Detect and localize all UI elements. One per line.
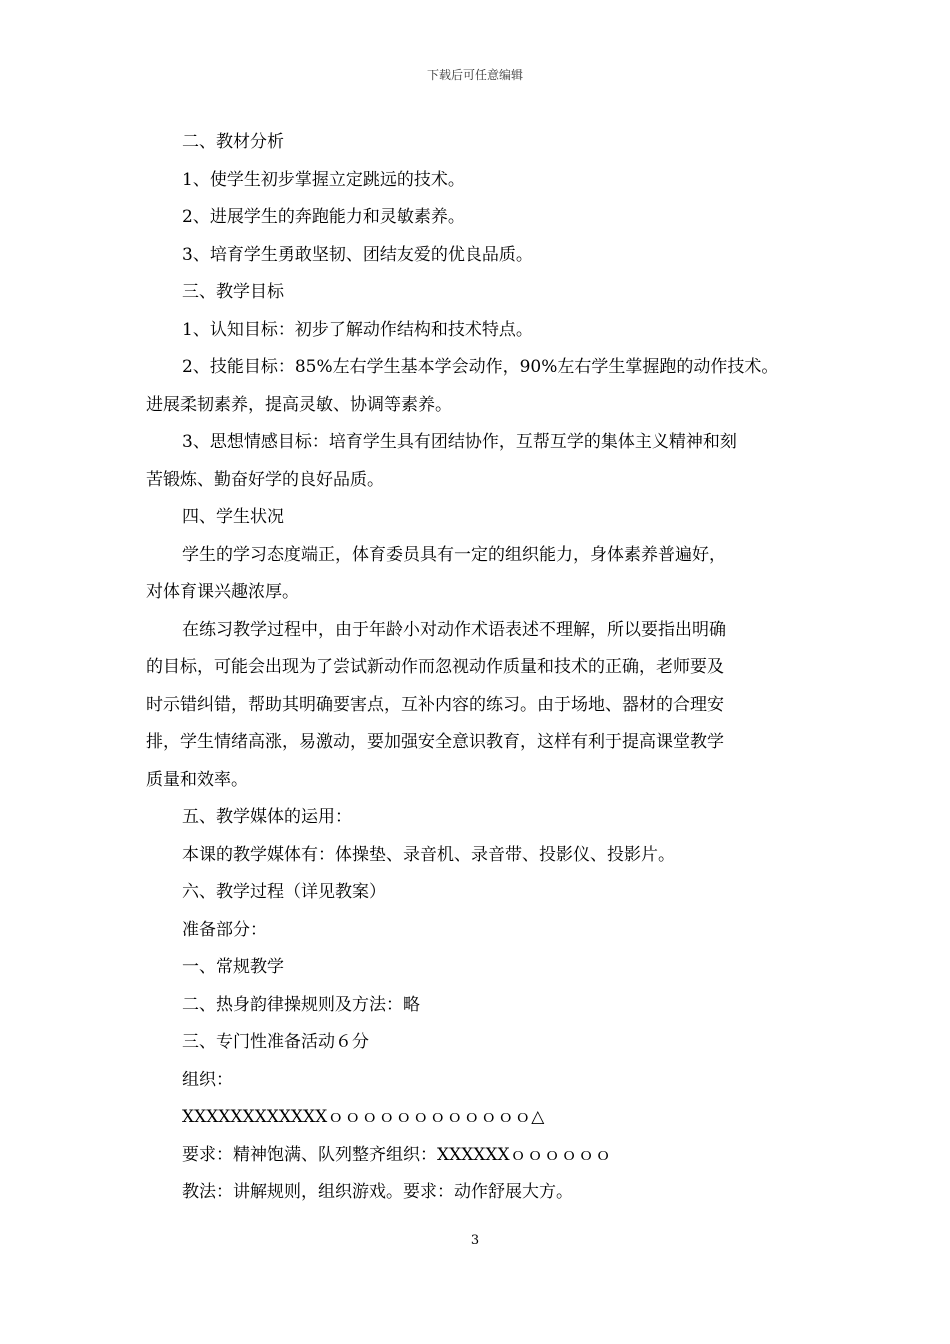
page-header: 下载后可任意编辑 xyxy=(426,68,523,82)
paragraph-line: 组织： xyxy=(182,1069,233,1090)
paragraph-line: 质量和效率。 xyxy=(146,769,248,790)
section-heading-teaching-process: 六、教学过程（详见教案） xyxy=(182,882,386,902)
paragraph-line: 本课的教学媒体有：体操垫、录音机、录音带、投影仪、投影片。 xyxy=(182,844,675,865)
section-heading-teaching-goals: 三、教学目标 xyxy=(182,282,284,302)
paragraph-line: 要求：精神饱满、队列整齐组织：XXXXXXｏｏｏｏｏｏ xyxy=(182,1144,612,1165)
paragraph-line: 学生的学习态度端正，体育委员具有一定的组织能力，身体素养普遍好， xyxy=(182,544,726,565)
paragraph-line: 在练习教学过程中，由于年龄小对动作术语表述不理解，所以要指出明确 xyxy=(182,619,726,640)
page-number: 3 xyxy=(470,1233,480,1248)
paragraph-line: 准备部分： xyxy=(182,919,267,940)
paragraph-line: 1、使学生初步掌握立定跳远的技术。 xyxy=(182,169,465,190)
paragraph-line: 教法：讲解规则，组织游戏。要求：动作舒展大方。 xyxy=(182,1182,573,1202)
paragraph-line: 3、思想情感目标：培育学生具有团结协作，互帮互学的集体主义精神和刻 xyxy=(182,432,737,452)
document-body xyxy=(146,124,822,1212)
paragraph-line: 排，学生情绪高涨，易激动，要加强安全意识教育，这样有利于提高课堂教学 xyxy=(146,732,724,752)
paragraph-line: 苦锻炼、勤奋好学的良好品质。 xyxy=(146,469,384,490)
paragraph-line: 的目标，可能会出现为了尝试新动作而忽视动作质量和技术的正确，老师要及 xyxy=(146,657,724,677)
section-heading-textbook-analysis: 二、教材分析 xyxy=(182,132,284,152)
paragraph-line: 二、热身韵律操规则及方法：略 xyxy=(182,994,420,1015)
paragraph-line: 时示错纠错，帮助其明确要害点，互补内容的练习。由于场地、器材的合理安 xyxy=(146,694,724,715)
section-heading-teaching-media: 五、教学媒体的运用： xyxy=(182,807,352,827)
section-heading-student-status: 四、学生状况 xyxy=(182,507,284,527)
paragraph-line: 三、专门性准备活动６分 xyxy=(182,1032,369,1052)
paragraph-line: 对体育课兴趣浓厚。 xyxy=(146,582,299,602)
paragraph-line: 2、进展学生的奔跑能力和灵敏素养。 xyxy=(182,207,465,227)
paragraph-line: 1、认知目标：初步了解动作结构和技术特点。 xyxy=(182,319,533,340)
formation-diagram-line: XXXXXXXXXXXXｏｏｏｏｏｏｏｏｏｏｏｏ△ xyxy=(182,1107,545,1127)
paragraph-line: 一、常规教学 xyxy=(182,957,284,977)
paragraph-line: 2、技能目标：85%左右学生基本学会动作，90%左右学生掌握跑的动作技术。 xyxy=(182,357,779,377)
paragraph-line: 3、培育学生勇敢坚韧、团结友爱的优良品质。 xyxy=(182,244,533,265)
paragraph-line: 进展柔韧素养，提高灵敏、协调等素养。 xyxy=(146,394,452,415)
